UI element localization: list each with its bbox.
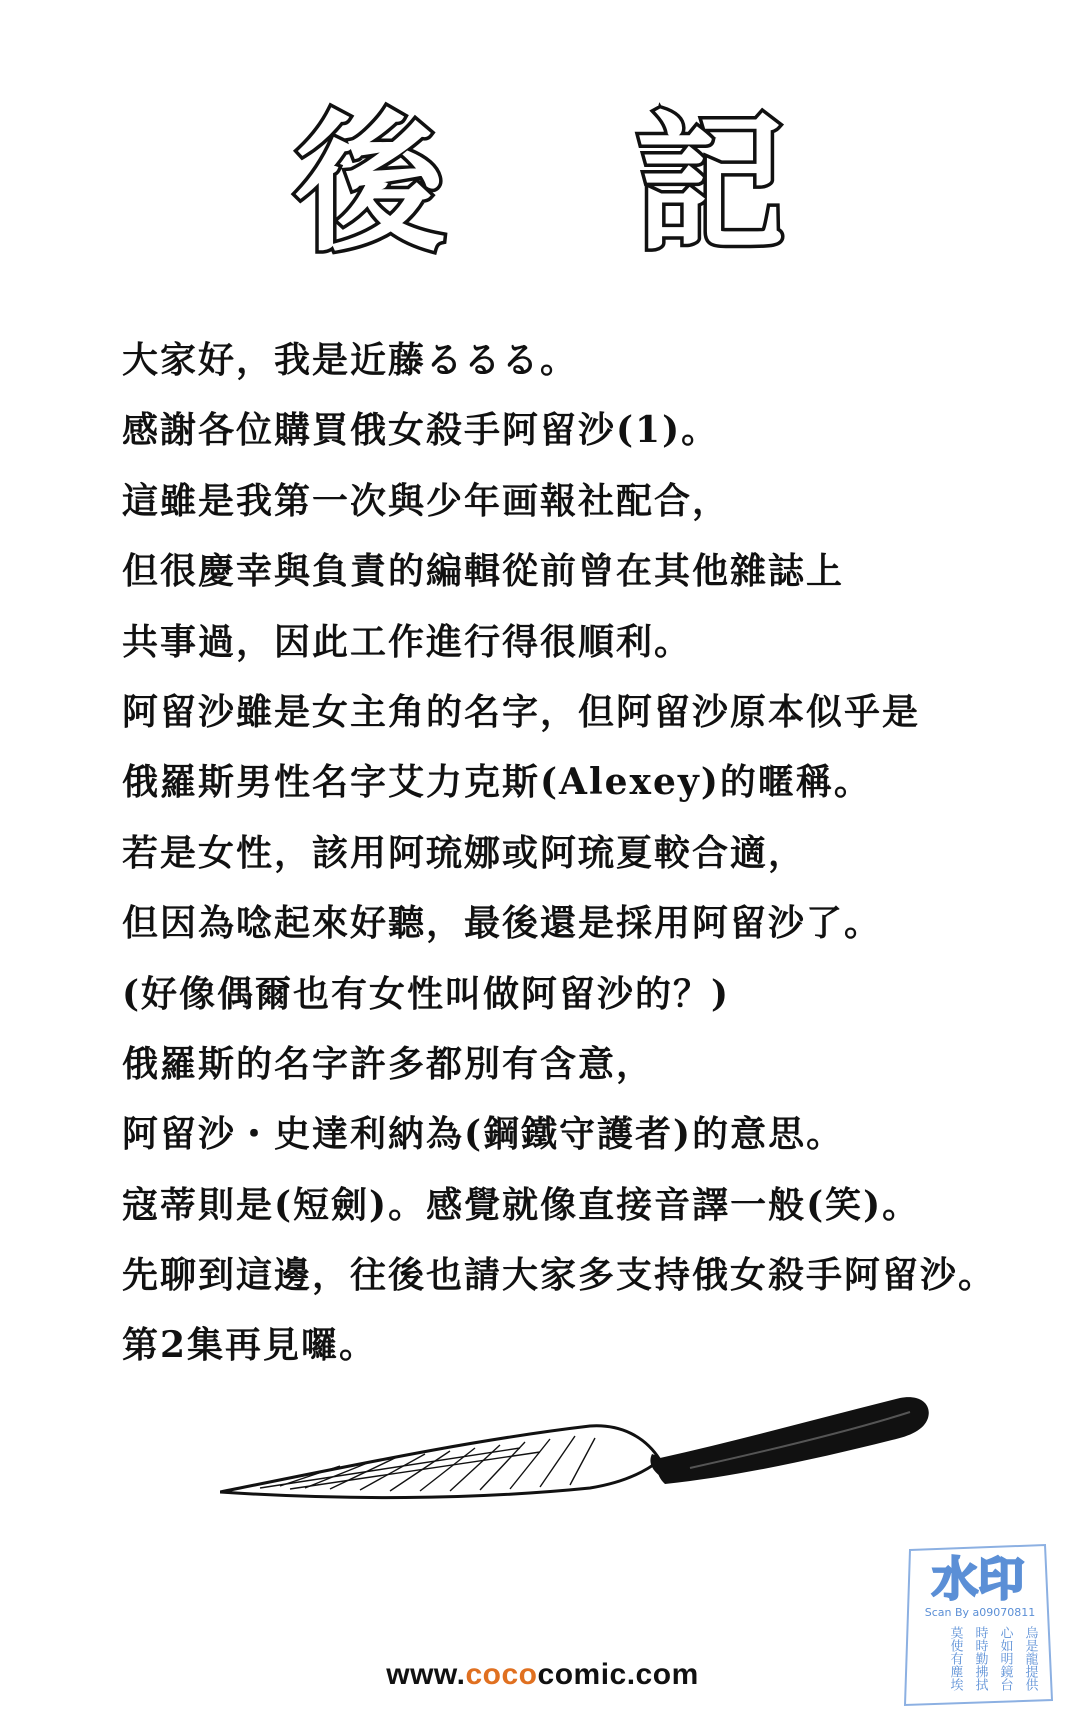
title-char-2: 記 [635, 98, 786, 272]
watermark-col: 時時勤拂拭 [972, 1626, 988, 1691]
text-line: 阿留沙・史達利納為(鋼鐵守護者)的意思。 [122, 1113, 845, 1156]
text-line: 但因為唸起來好聽，最後還是採用阿留沙了。 [122, 902, 883, 945]
text-line: 這雖是我第一次與少年画報社配合， [122, 479, 731, 522]
page-title [0, 100, 1085, 270]
text-line: 俄羅斯的名字許多都別有含意， [122, 1042, 655, 1085]
text-line: 感謝各位購買俄女殺手阿留沙(1)。 [122, 409, 720, 452]
site-url-prefix: www. [386, 1658, 466, 1691]
text-line: 第2集再見囉。 [122, 1324, 378, 1367]
watermark-col: 莫使有塵埃 [947, 1626, 963, 1691]
afterword-text [122, 325, 1062, 1381]
text-line: 先聊到這邊，往後也請大家多支持俄女殺手阿留沙。 [122, 1254, 997, 1297]
text-line: 若是女性，該用阿琉娜或阿琉夏較合適， [122, 831, 807, 874]
title-char-1: 後 [295, 98, 446, 272]
knife-illustration [220, 1388, 940, 1538]
text-line: 阿留沙雖是女主角的名字，但阿留沙原本似乎是 [122, 690, 921, 733]
text-line: 共事過，因此工作進行得很順利。 [122, 620, 693, 663]
watermark-col: 心如明鏡台 [997, 1626, 1013, 1691]
site-url-suffix: comic.com [537, 1658, 699, 1691]
text-line: 俄羅斯男性名字艾力克斯(Alexey)的暱稱。 [122, 761, 872, 804]
text-line: 大家好，我是近藤るるる。 [122, 339, 579, 381]
watermark-scan: Scan By a09070811 [924, 1606, 1036, 1619]
watermark-col: 烏是龍提供 [1022, 1626, 1038, 1691]
watermark-big: 水印 [932, 1552, 1024, 1606]
site-url-accent: coco [465, 1658, 538, 1691]
text-line: (好像偶爾也有女性叫做阿留沙的？) [122, 972, 731, 1015]
site-url [0, 1658, 1085, 1692]
text-line: 但很慶幸與負責的編輯從前曾在其他雜誌上 [122, 550, 845, 593]
text-line: 寇蒂則是(短劍)。感覺就像直接音譯一般(笑)。 [122, 1183, 921, 1226]
